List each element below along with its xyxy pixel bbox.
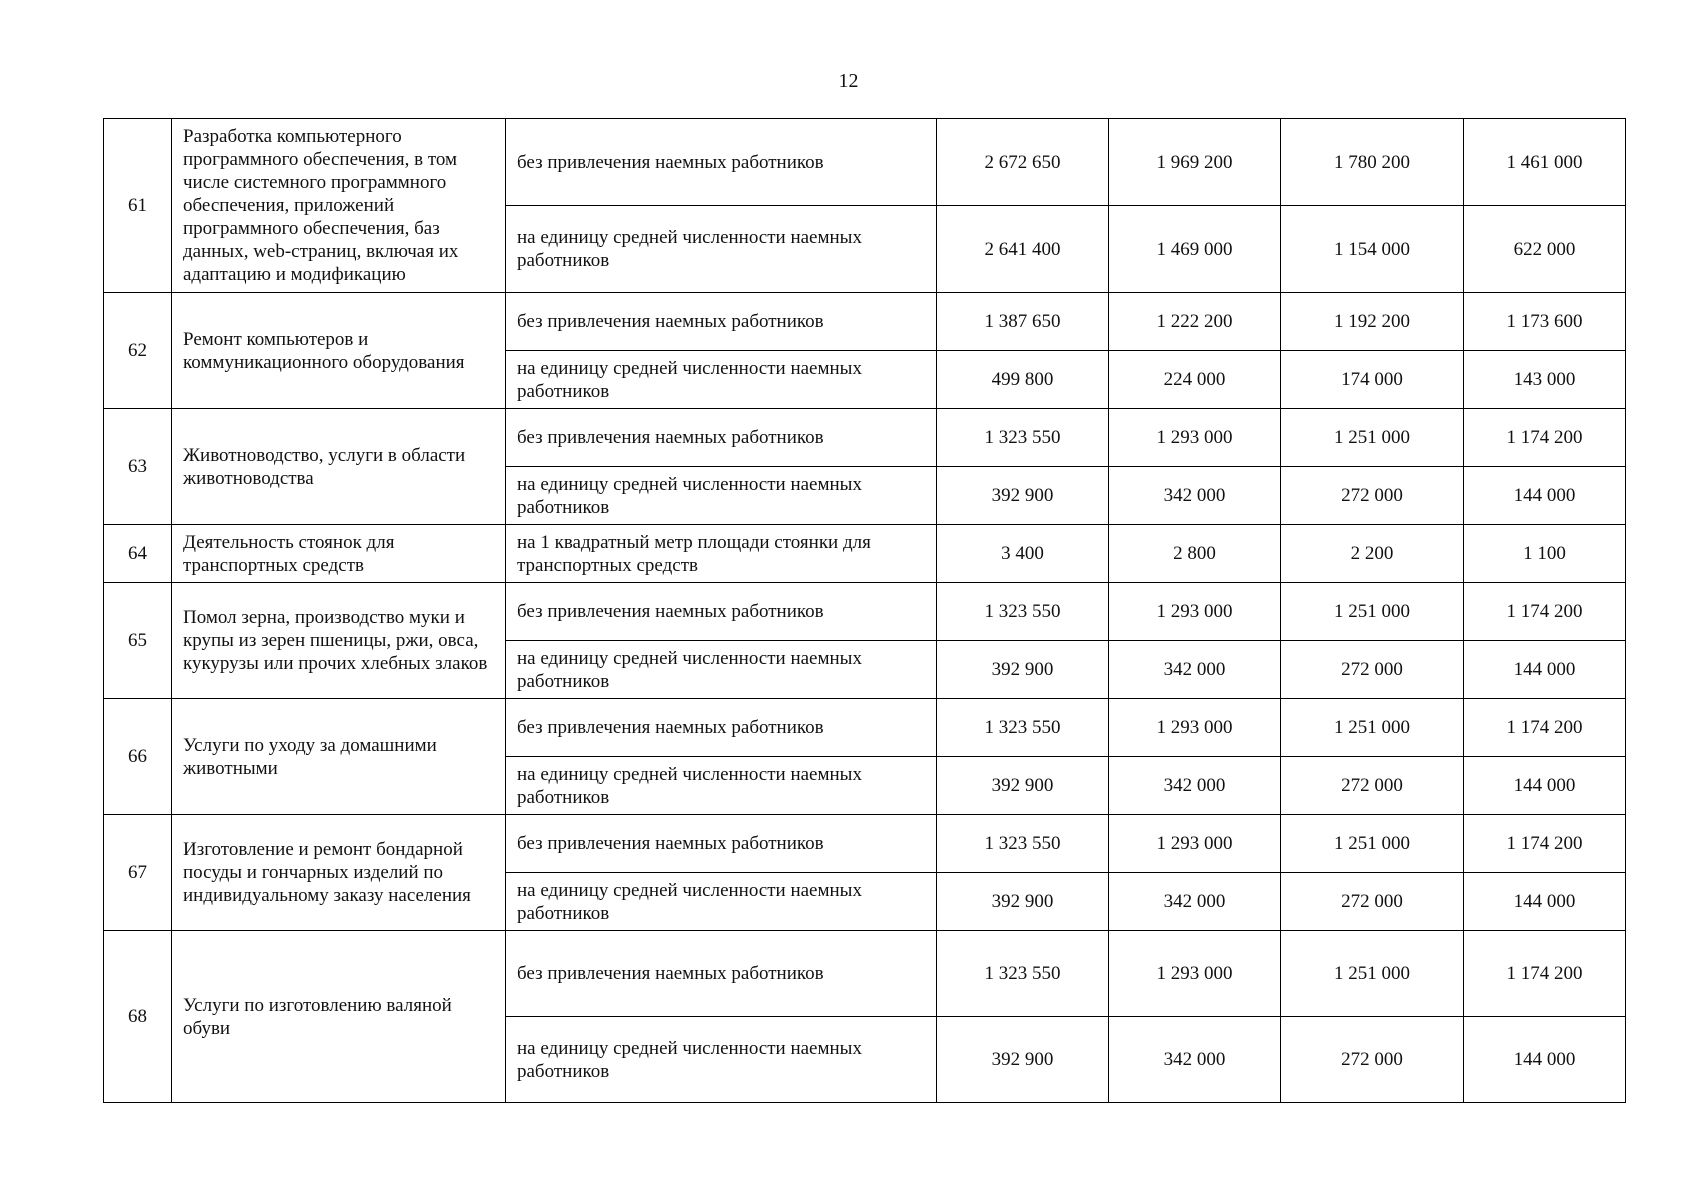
value-cell: 1 251 000 [1281,409,1464,467]
value-cell: 342 000 [1109,873,1281,931]
value-cell: 1 192 200 [1281,293,1464,351]
activity-name: Помол зерна, производство муки и крупы из зерен пшеницы, ржи, овса, кукурузы или прочих хлебных злаков [172,583,506,699]
value-cell: 1 780 200 [1281,119,1464,206]
value-cell: 1 100 [1464,525,1626,583]
value-cell: 2 200 [1281,525,1464,583]
value-cell: 392 900 [937,873,1109,931]
value-cell: 1 293 000 [1109,699,1281,757]
value-cell: 392 900 [937,467,1109,525]
activity-name: Животноводство, услуги в области животноводства [172,409,506,525]
value-cell: 224 000 [1109,351,1281,409]
activity-name: Услуги по уходу за домашними животными [172,699,506,815]
calc-base: на единицу средней численности наемных работников [506,351,937,409]
row-number: 66 [104,699,172,815]
calc-base: без привлечения наемных работников [506,119,937,206]
value-cell: 1 469 000 [1109,206,1281,293]
value-cell: 392 900 [937,757,1109,815]
value-cell: 272 000 [1281,467,1464,525]
value-cell: 1 969 200 [1109,119,1281,206]
value-cell: 1 251 000 [1281,583,1464,641]
value-cell: 1 174 200 [1464,931,1626,1017]
value-cell: 272 000 [1281,641,1464,699]
value-cell: 1 323 550 [937,583,1109,641]
calc-base: без привлечения наемных работников [506,409,937,467]
value-cell: 144 000 [1464,873,1626,931]
row-number: 62 [104,293,172,409]
value-cell: 144 000 [1464,641,1626,699]
value-cell: 1 251 000 [1281,931,1464,1017]
value-cell: 392 900 [937,641,1109,699]
value-cell: 2 800 [1109,525,1281,583]
table-row [104,699,1626,757]
value-cell: 144 000 [1464,467,1626,525]
value-cell: 1 293 000 [1109,583,1281,641]
value-cell: 1 173 600 [1464,293,1626,351]
value-cell: 272 000 [1281,1017,1464,1103]
calc-base: без привлечения наемных работников [506,931,937,1017]
value-cell: 1 323 550 [937,699,1109,757]
row-number: 64 [104,525,172,583]
value-cell: 342 000 [1109,757,1281,815]
value-cell: 272 000 [1281,757,1464,815]
activity-name: Изготовление и ремонт бондарной посуды и гончарных изделий по индивидуальному заказу населения [172,815,506,931]
calc-base: без привлечения наемных работников [506,699,937,757]
value-cell: 622 000 [1464,206,1626,293]
activity-name: Услуги по изготовлению валяной обуви [172,931,506,1103]
row-number: 68 [104,931,172,1103]
value-cell: 1 251 000 [1281,699,1464,757]
calc-base: без привлечения наемных работников [506,293,937,351]
calc-base: на единицу средней численности наемных работников [506,1017,937,1103]
table-row [104,583,1626,641]
value-cell: 3 400 [937,525,1109,583]
value-cell: 1 293 000 [1109,409,1281,467]
table-row [104,409,1626,467]
calc-base: на единицу средней численности наемных работников [506,873,937,931]
value-cell: 1 154 000 [1281,206,1464,293]
activity-name: Ремонт компьютеров и коммуникационного оборудования [172,293,506,409]
calc-base: на единицу средней численности наемных работников [506,757,937,815]
table-row [104,815,1626,873]
calc-base: на 1 квадратный метр площади стоянки для транспортных средств [506,525,937,583]
value-cell: 1 387 650 [937,293,1109,351]
value-cell: 499 800 [937,351,1109,409]
value-cell: 1 222 200 [1109,293,1281,351]
value-cell: 1 174 200 [1464,699,1626,757]
value-cell: 1 293 000 [1109,815,1281,873]
value-cell: 1 174 200 [1464,815,1626,873]
value-cell: 1 174 200 [1464,583,1626,641]
value-cell: 1 323 550 [937,409,1109,467]
value-cell: 143 000 [1464,351,1626,409]
tax-rates-table [103,118,1626,1103]
table-row [104,525,1626,583]
value-cell: 2 641 400 [937,206,1109,293]
table-row [104,293,1626,351]
value-cell: 342 000 [1109,641,1281,699]
value-cell: 144 000 [1464,757,1626,815]
value-cell: 1 293 000 [1109,931,1281,1017]
value-cell: 174 000 [1281,351,1464,409]
value-cell: 392 900 [937,1017,1109,1103]
value-cell: 272 000 [1281,873,1464,931]
value-cell: 342 000 [1109,467,1281,525]
value-cell: 1 323 550 [937,815,1109,873]
activity-name: Разработка компьютерного программного обеспечения, в том числе системного программного обеспечения, приложений программного обеспечения, баз данных, web-страниц, включая их адаптацию и модификацию [172,119,506,293]
calc-base: на единицу средней численности наемных работников [506,206,937,293]
row-number: 65 [104,583,172,699]
value-cell: 342 000 [1109,1017,1281,1103]
table-row [104,119,1626,206]
row-number: 67 [104,815,172,931]
row-number: 63 [104,409,172,525]
value-cell: 2 672 650 [937,119,1109,206]
table-row [104,931,1626,1017]
calc-base: без привлечения наемных работников [506,815,937,873]
value-cell: 1 251 000 [1281,815,1464,873]
value-cell: 144 000 [1464,1017,1626,1103]
page-number: 12 [838,70,859,92]
row-number: 61 [104,119,172,293]
value-cell: 1 174 200 [1464,409,1626,467]
calc-base: на единицу средней численности наемных работников [506,641,937,699]
activity-name: Деятельность стоянок для транспортных средств [172,525,506,583]
value-cell: 1 461 000 [1464,119,1626,206]
calc-base: без привлечения наемных работников [506,583,937,641]
calc-base: на единицу средней численности наемных работников [506,467,937,525]
value-cell: 1 323 550 [937,931,1109,1017]
